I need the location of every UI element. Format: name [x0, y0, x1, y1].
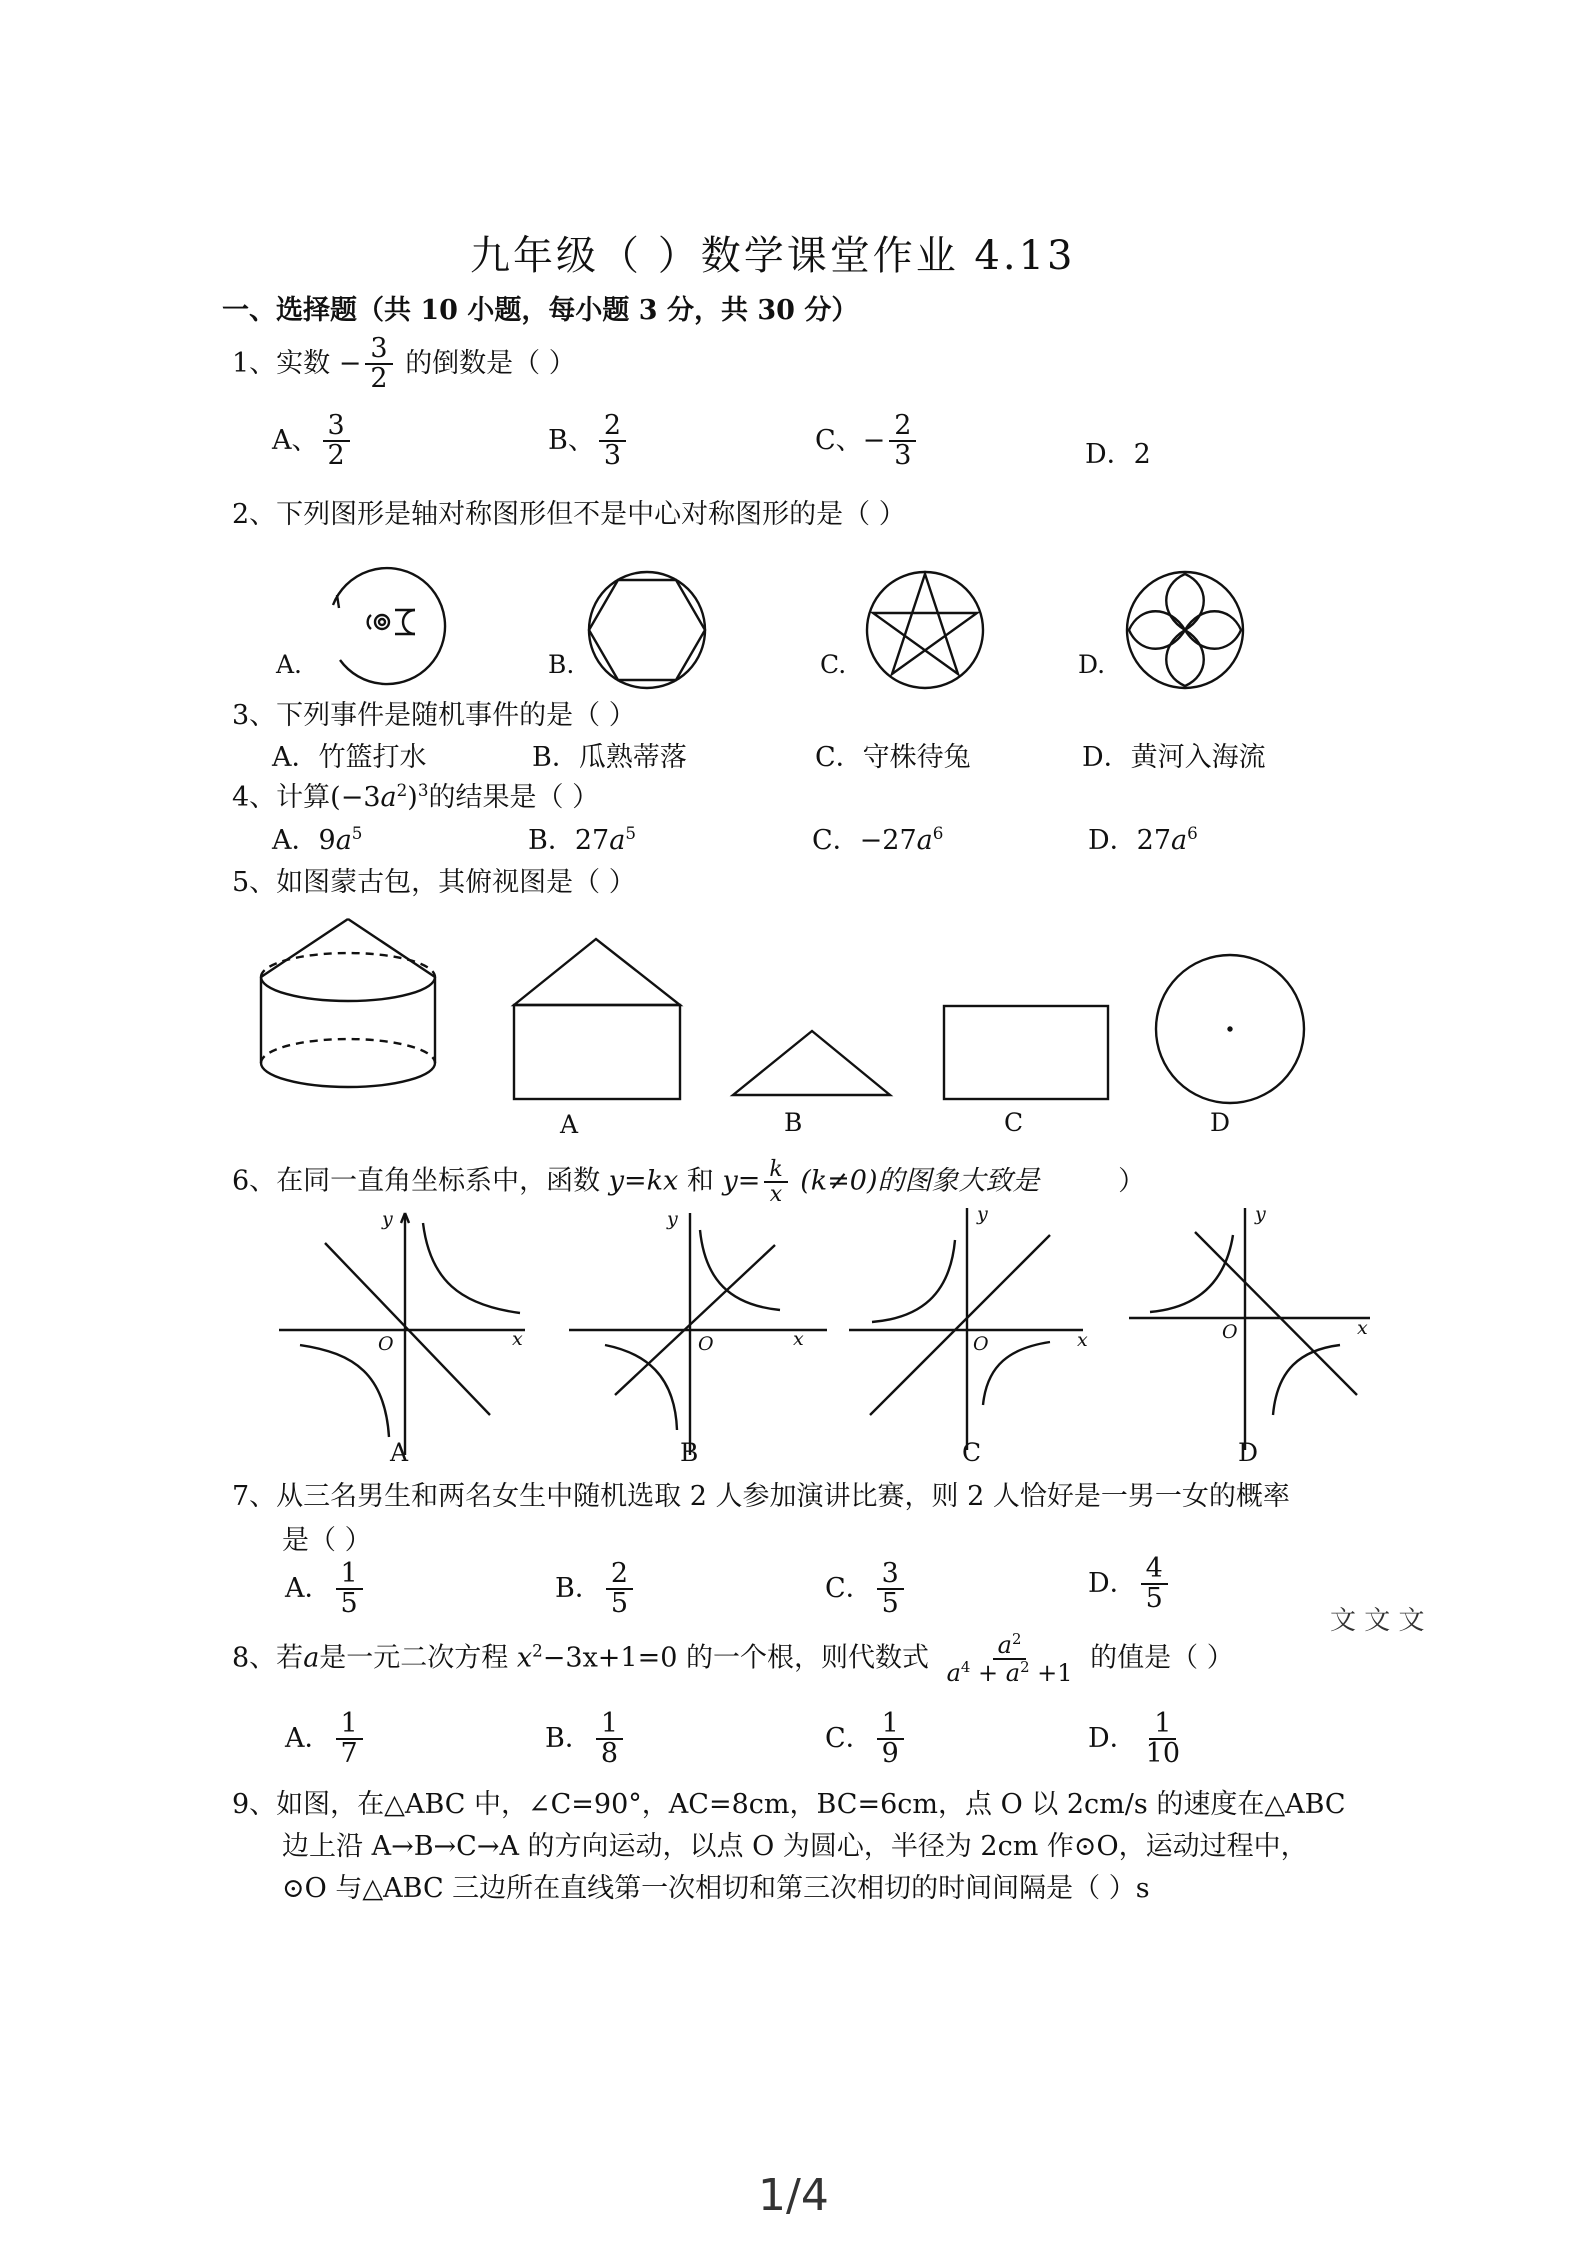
svg-text:y: y — [667, 1208, 678, 1230]
svg-text:O: O — [1222, 1321, 1238, 1343]
q7-option-b[interactable]: B． $\frac{2}{5}$ — [555, 1560, 637, 1619]
q2-label-c[interactable]: C. — [820, 650, 847, 679]
q5-option-a-figure — [508, 935, 688, 1105]
q6-graph-c — [845, 1200, 1115, 1455]
svg-text:x: x — [1357, 1317, 1368, 1339]
page-title: 九年级（ ）数学课堂作业 4.13 — [470, 233, 1076, 279]
question-7: 7、从三名男生和两名女生中随机选取 2 人参加演讲比赛，则 2 人恰好是一男一女的概率 — [232, 1481, 1290, 1512]
q5-option-c-figure — [940, 1002, 1112, 1102]
question-5: 5、如图蒙古包，其俯视图是（ ） — [232, 867, 636, 898]
q6-label-d[interactable]: D — [1238, 1438, 1259, 1467]
q2-label-b[interactable]: B. — [548, 650, 575, 679]
q4-option-a[interactable]: A．$9a^5$ — [272, 823, 363, 856]
q1-fraction: $\frac{3}{2}$ — [365, 335, 392, 394]
q1-prefix: 1、实数 — [232, 347, 331, 379]
section-heading: 一、选择题（共 10 小题，每小题 3 分，共 30 分） — [222, 295, 859, 326]
q4-option-b[interactable]: B．$27a^5$ — [528, 823, 636, 856]
question-8: 8、若a是一元二次方程 $x^2-3x+1=0$ 的一个根，则代数式 $\frac{a^2}{a^4 + a^2 +1}$ 的值是（ ） — [232, 1630, 1234, 1688]
q2-figure-b — [585, 570, 715, 700]
q2-figure-c — [865, 570, 995, 700]
question-9-line-1: 9、如图，在△ABC 中，∠C=90°，AC=8cm，BC=6cm，点 O 以 2cm/s 的速度在△ABC — [232, 1789, 1346, 1820]
question-2: 2、下列图形是轴对称图形但不是中心对称图形的是（ ） — [232, 499, 906, 530]
question-1: 1、实数 − $\frac{3}{2}$ 的倒数是（ ） — [232, 333, 576, 395]
question-9-line-3: ⊙O 与△ABC 三边所在直线第一次相切和第三次相切的时间间隔是（ ）s — [282, 1873, 1150, 1904]
svg-text:x: x — [512, 1328, 523, 1350]
margin-scribble: 文 文 文 — [1330, 1606, 1425, 1636]
svg-text:O: O — [973, 1333, 989, 1355]
q6-graph-d — [1125, 1200, 1385, 1455]
q5-label-a[interactable]: A — [560, 1110, 579, 1139]
q4-option-d[interactable]: D．$27a^6$ — [1088, 823, 1198, 856]
q8-option-b[interactable]: B． $\frac{1}{8}$ — [545, 1710, 627, 1769]
q2-figure-d — [1125, 570, 1255, 700]
q4-option-c[interactable]: C．$-27a^6$ — [812, 823, 944, 856]
svg-text:y: y — [382, 1208, 393, 1230]
q6-label-b[interactable]: B — [680, 1438, 699, 1467]
q1-option-a[interactable]: A、 $\frac{3}{2}$ — [272, 412, 354, 471]
q3-option-c[interactable]: C．守株待兔 — [815, 742, 971, 773]
q5-label-d[interactable]: D — [1210, 1108, 1231, 1137]
q5-yurt-figure — [255, 915, 445, 1100]
svg-text:x: x — [1077, 1329, 1088, 1351]
svg-text:O: O — [698, 1333, 714, 1355]
q1-option-d[interactable]: D．2 — [1085, 439, 1151, 470]
q7-option-a[interactable]: A． $\frac{1}{5}$ — [285, 1560, 367, 1619]
question-6: 6、在同一直角坐标系中，函数 y=kx 和 y= $\frac{k}{x}$ (k≠0)的图象大致是 ） — [232, 1157, 1146, 1208]
q3-option-b[interactable]: B．瓜熟蒂落 — [532, 742, 687, 773]
q8-option-a[interactable]: A． $\frac{1}{7}$ — [285, 1710, 367, 1769]
question-4: 4、计算$(-3a^2)^3$的结果是（ ） — [232, 780, 600, 813]
q2-label-d[interactable]: D. — [1078, 650, 1106, 679]
q6-label-c[interactable]: C — [962, 1438, 982, 1467]
svg-text:y: y — [977, 1203, 988, 1225]
q7-option-d[interactable]: D． $\frac{4}{5}$ — [1088, 1555, 1172, 1614]
q5-option-d-figure — [1152, 955, 1312, 1115]
q7-option-c[interactable]: C． $\frac{3}{5}$ — [825, 1560, 908, 1619]
question-9-line-2: 边上沿 A→B→C→A 的方向运动，以点 O 为圆心，半径为 2cm 作⊙O，运动过程中， — [282, 1831, 1308, 1862]
q1-option-c[interactable]: C、− $\frac{2}{3}$ — [815, 412, 920, 471]
q8-option-c[interactable]: C． $\frac{1}{9}$ — [825, 1710, 908, 1769]
svg-text:x: x — [793, 1328, 804, 1350]
q6-graph-a — [275, 1205, 535, 1460]
page-number: 1/4 — [758, 2170, 829, 2221]
q1-suffix: 的倒数是（ ） — [405, 347, 576, 379]
q2-figure-a — [320, 560, 460, 690]
q6-label-a[interactable]: A — [390, 1438, 409, 1467]
q5-label-b[interactable]: B — [784, 1108, 803, 1137]
question-3: 3、下列事件是随机事件的是（ ） — [232, 700, 636, 731]
q2-label-a[interactable]: A. — [276, 650, 303, 679]
q5-label-c[interactable]: C — [1004, 1108, 1024, 1137]
svg-text:y: y — [1255, 1203, 1266, 1225]
q6-graph-b — [565, 1205, 835, 1460]
q3-option-a[interactable]: A．竹篮打水 — [272, 742, 427, 773]
svg-text:O: O — [378, 1333, 394, 1355]
q1-option-b[interactable]: B、 $\frac{2}{3}$ — [548, 412, 630, 471]
q8-option-d[interactable]: D． $\frac{1}{10}$ — [1088, 1708, 1181, 1770]
q3-option-d[interactable]: D．黄河入海流 — [1082, 742, 1266, 773]
q5-option-b-figure — [730, 1025, 895, 1100]
question-7-cont: 是（ ） — [282, 1525, 372, 1556]
